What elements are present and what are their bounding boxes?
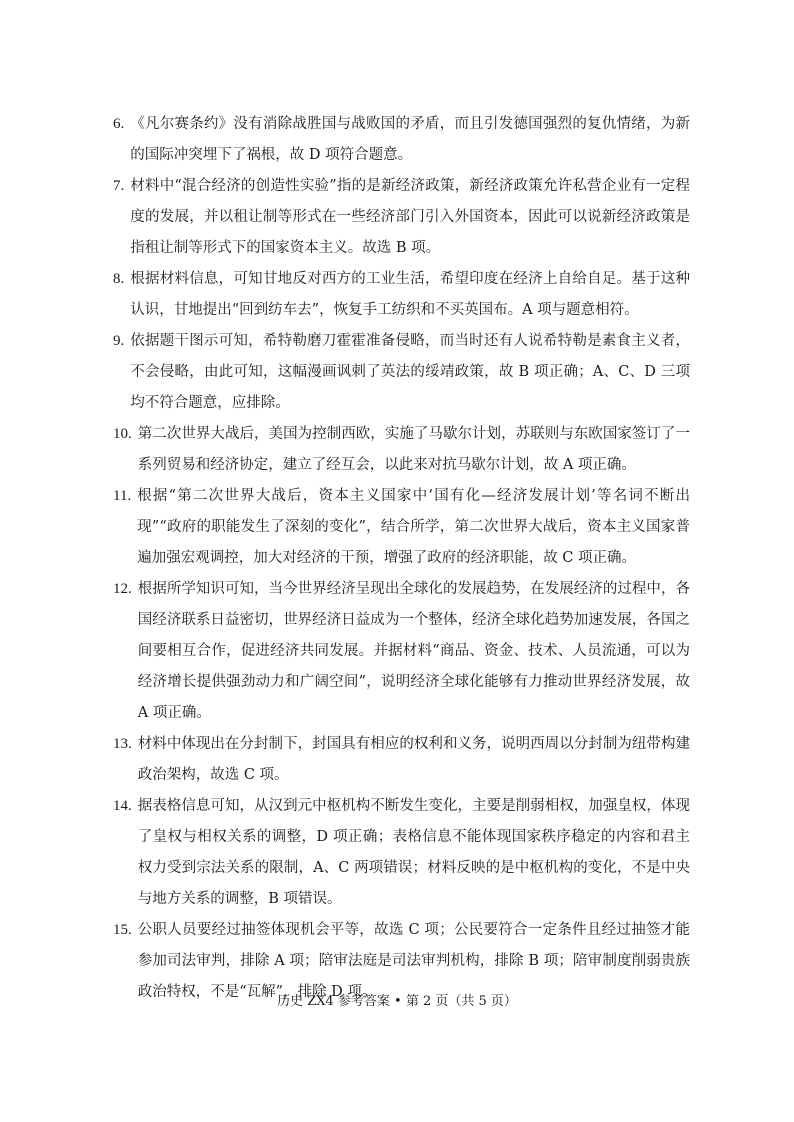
answer-number: 13. [113,736,132,752]
answer-number: 7. [113,178,125,194]
answer-item-10 [113,419,690,481]
answer-text: 据表格信息可知，从汉到元中枢机构不断发生变化，主要是削弱相权，加强皇权，体现了皇权与相权关系的调整，D 项正确；表格信息不能体现国家秩序稳定的内容和君主权力受到宗法关系的限制，A、C 两项错误；材料反映的是中枢机构的变化，不是中央与地方关系的调整，B 项错误。 [137,798,690,907]
answer-text: 《凡尔赛条约》没有消除战胜国与战败国的矛盾，而且引发德国强烈的复仇情绪，为新的国际冲突埋下了祸根，故 D 项符合题意。 [130,116,690,163]
answer-item-6 [113,109,690,171]
answer-number: 9. [113,333,125,349]
answer-item-9 [113,326,690,419]
answer-item-13 [113,729,690,791]
answer-text: 根据所学知识可知，当今世界经济呈现出全球化的发展趋势，在发展经济的过程中，各国经济联系日益密切，世界经济日益成为一个整体，经济全球化趋势加速发展，各国之间要相互合作，促进经济共同发展。并据材料“商品、资金、技术、人员流通，可以为经济增长提供强劲动力和广阔空间”，说明经济全球化能够有力推动世界经济发展，故 A 项正确。 [137,581,690,721]
answer-item-14 [113,791,690,915]
answer-text: 公职人员要经过抽签体现机会平等，故选 C 项；公民要符合一定条件且经过抽签才能参加司法审判，排除 A 项；陪审法庭是司法审判机构，排除 B 项；陪审制度削弱贵族政治特权，不是“瓦解”，排除 D 项。 [137,922,690,1000]
page-footer: 历史 ZX4 参考答案 • 第 2 页（共 5 页） [277,994,517,1009]
answer-number: 6. [113,116,125,132]
answer-text: 根据“第二次世界大战后，资本主义国家中‘国有化—经济发展计划’等名词不断出现”“政府的职能发生了深刻的变化”，结合所学，第二次世界大战后，资本主义国家普遍加强宏观调控，加大对经济的干预，增强了政府的经济职能，故 C 项正确。 [137,488,690,566]
answer-number: 14. [113,798,132,814]
answer-item-8 [113,264,690,326]
answer-text: 第二次世界大战后，美国为控制西欧，实施了马歇尔计划，苏联则与东欧国家签订了一系列贸易和经济协定，建立了经互会，以此来对抗马歇尔计划，故 A 项正确。 [137,426,690,473]
answer-number: 8. [113,271,125,287]
answer-text: 材料中体现出在分封制下，封国具有相应的权利和义务，说明西周以分封制为纽带构建政治架构，故选 C 项。 [137,736,690,783]
answer-number: 11. [113,488,132,504]
answer-item-7 [113,171,690,264]
answer-item-11 [113,481,690,574]
answer-text: 依据题干图示可知，希特勒磨刀霍霍准备侵略，而当时还有人说希特勒是素食主义者，不会侵略，由此可知，这幅漫画讽刺了英法的绥靖政策，故 B 项正确；A、C、D 三项均不符合题意，应排除。 [130,333,690,411]
answer-number: 10. [113,426,132,442]
answer-item-12 [113,574,690,729]
answer-list [113,109,690,1008]
answer-text: 材料中“混合经济的创造性实验”指的是新经济政策，新经济政策允许私营企业有一定程度的发展，并以租让制等形式在一些经济部门引入外国资本，因此可以说新经济政策是指租让制等形式下的国家资本主义。故选 B 项。 [130,178,690,256]
answer-text: 根据材料信息，可知甘地反对西方的工业生活，希望印度在经济上自给自足。基于这种认识，甘地提出“回到纺车去”，恢复手工纺织和不买英国布。A 项与题意相符。 [130,271,690,318]
answer-number: 15. [113,922,132,938]
answer-number: 12. [113,581,132,597]
